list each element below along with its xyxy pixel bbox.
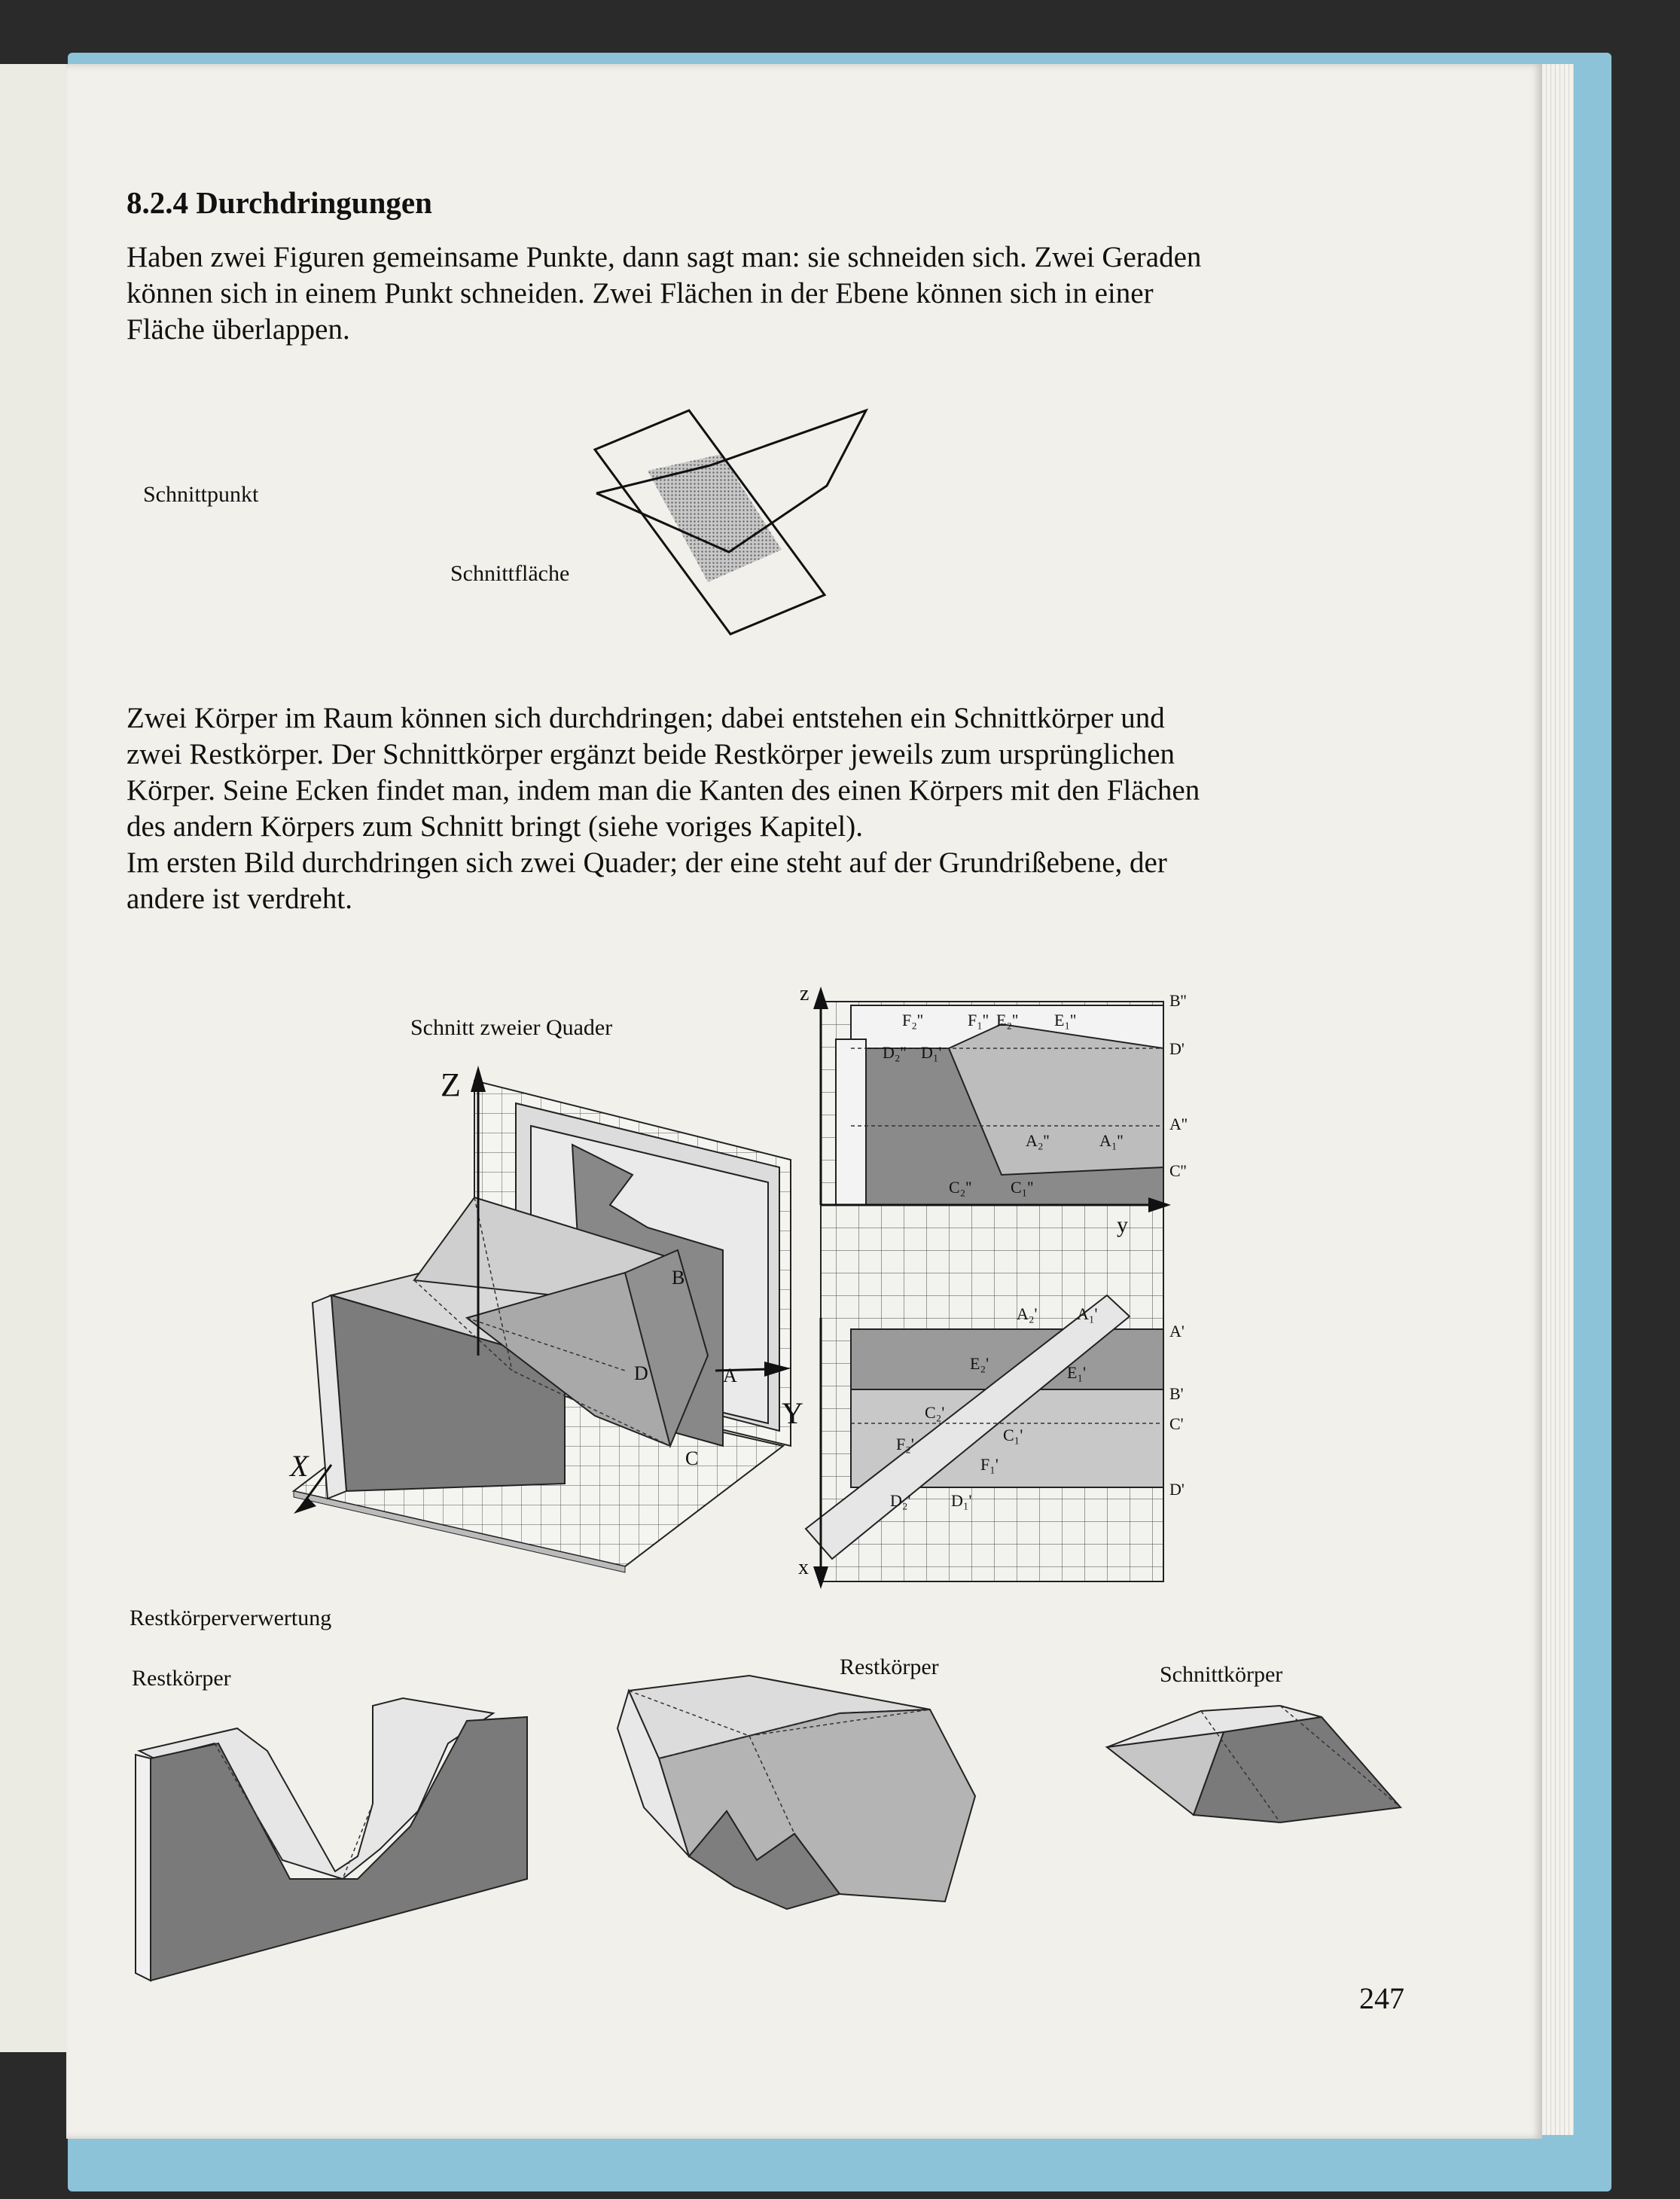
- body-paragraph: [127, 700, 1407, 917]
- label-d2-front: D₂'': [883, 1043, 907, 1062]
- figure2-title: Schnitt zweier Quader: [410, 1015, 613, 1040]
- axis-z-label: Z: [441, 1066, 461, 1103]
- schnittkoerper-shape: [1103, 1702, 1404, 1853]
- overlap-figure: [587, 403, 843, 636]
- body-line-1: Zwei Körper im Raum können sich durchdringen; dabei entstehen ein Schnittkörper und: [127, 702, 1165, 734]
- point-d: D: [634, 1362, 648, 1384]
- body-line-4: des andern Körpers zum Schnitt bringt (siehe voriges Kapitel).: [127, 810, 863, 843]
- front-axis-z-label: z: [800, 982, 810, 1005]
- label-d-top-right: D': [1169, 1480, 1185, 1499]
- restkoerper-left-shape: [132, 1698, 538, 1984]
- intro-paragraph: [127, 239, 1407, 348]
- label-a2-top: A₂': [1017, 1304, 1038, 1323]
- label-restkoerper-left: Restkörper: [132, 1666, 231, 1691]
- left-shape-side: [136, 1755, 151, 1981]
- label-a-front-right: A'': [1169, 1115, 1188, 1133]
- front-border-panel: [836, 1039, 866, 1205]
- label-f1-top: F₁': [980, 1455, 999, 1474]
- axis-z-arrow: [471, 1066, 486, 1092]
- front-z-arrow: [813, 987, 828, 1009]
- cut-shape-front: [1194, 1717, 1401, 1822]
- label-d-front-right: D': [1169, 1039, 1185, 1058]
- label-b-front-right: B'': [1169, 991, 1187, 1010]
- point-c: C: [685, 1447, 699, 1469]
- page-number: 247: [1359, 1981, 1404, 2015]
- label-c2-top: C₂': [925, 1403, 945, 1422]
- box-intersection-figure: [286, 1054, 813, 1581]
- intro-line-3: Fläche überlappen.: [127, 313, 350, 346]
- label-a1-top: A₁': [1077, 1304, 1098, 1323]
- body-line-6: andere ist verdreht.: [127, 883, 352, 915]
- front-axis-y-label: y: [1117, 1212, 1128, 1237]
- label-d2-top: D₂': [890, 1491, 911, 1510]
- point-a: A: [723, 1365, 737, 1386]
- label-restkoerper-mid: Restkörper: [840, 1655, 939, 1679]
- axis-x-label: X: [290, 1449, 309, 1483]
- intro-line-2: können sich in einem Punkt schneiden. Zwei Flächen in der Ebene können sich in einer: [127, 277, 1154, 310]
- label-c1-front: C₁'': [1011, 1178, 1034, 1197]
- label-a2-front: A₂'': [1026, 1131, 1050, 1150]
- axis-y-label: Y: [782, 1396, 803, 1430]
- top-axis-x-label: x: [798, 1556, 809, 1579]
- body-line-3: Körper. Seine Ecken findet man, indem man die Kanten des einen Körpers mit den Flächen: [127, 774, 1200, 807]
- label-c1-top: C₁': [1003, 1426, 1023, 1444]
- label-e1-top: E₁': [1067, 1363, 1087, 1382]
- label-e1-front: E₁'': [1054, 1011, 1077, 1029]
- label-a-top-right: A': [1169, 1322, 1185, 1340]
- label-f2-top: F₂': [896, 1435, 914, 1453]
- label-f2-front: F₂'': [902, 1011, 923, 1029]
- section-heading: 8.2.4 Durchdringungen: [127, 185, 432, 220]
- label-b-top-right: B': [1169, 1384, 1184, 1403]
- projection-figure: [791, 979, 1212, 1597]
- label-e2-top: E₂': [970, 1354, 989, 1373]
- point-b: B: [672, 1267, 685, 1289]
- label-f1-front: F₁'': [968, 1011, 989, 1029]
- body-line-2: zwei Restkörper. Der Schnittkörper ergänzt beide Restkörper jeweils zum ursprünglichen: [127, 738, 1175, 770]
- left-shape-front: [151, 1717, 527, 1981]
- intro-line-1: Haben zwei Figuren gemeinsame Punkte, dann sagt man: sie schneiden sich. Zwei Geraden: [127, 241, 1202, 273]
- label-a1-front: A₁'': [1099, 1131, 1124, 1150]
- label-c-front-right: C'': [1169, 1161, 1187, 1180]
- label-schnittflaeche: Schnittfläche: [450, 561, 570, 586]
- label-d1-top: D₁': [951, 1491, 972, 1510]
- restkoerper-mid-shape: [614, 1676, 983, 1924]
- label-c2-front: C₂'': [949, 1178, 972, 1197]
- label-schnittkoerper: Schnittkörper: [1160, 1662, 1283, 1687]
- label-e2-front: E₂'': [996, 1011, 1019, 1029]
- section-label-restkoerperverwertung: Restkörperverwertung: [130, 1606, 332, 1630]
- overlap-area: [648, 454, 782, 582]
- left-page-edge: [0, 64, 68, 2052]
- body-line-5: Im ersten Bild durchdringen sich zwei Quader; der eine steht auf der Grundrißebene, der: [127, 846, 1167, 879]
- label-c-top-right: C': [1169, 1414, 1184, 1433]
- label-d1-front: D₁': [921, 1043, 942, 1062]
- label-schnittpunkt: Schnittpunkt: [143, 482, 259, 507]
